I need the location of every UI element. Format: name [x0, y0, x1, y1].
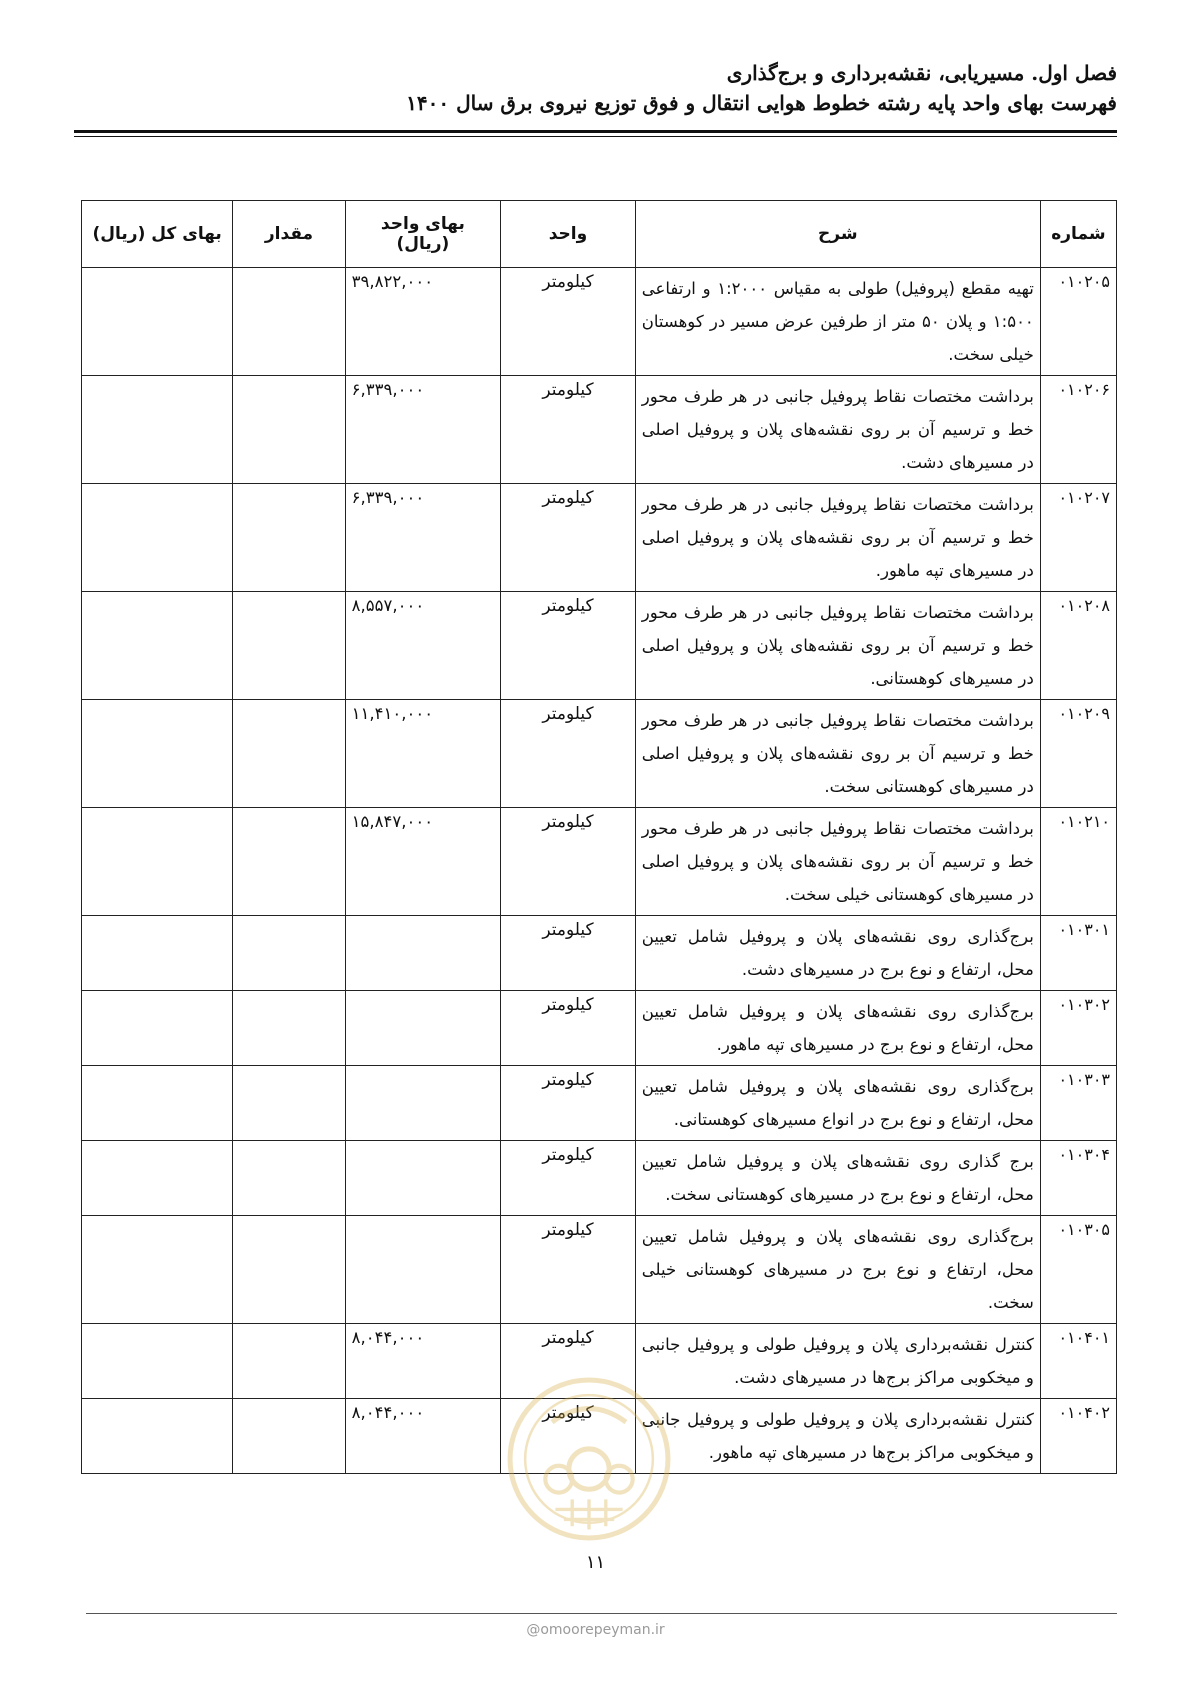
row-description: برج‌گذاری روی نقشه‌های پلان و پروفیل شامل تعیین محل، ارتفاع و نوع برج در مسیرهای تپه ماهور. [635, 991, 1040, 1066]
row-code: ۰۱۰۳۰۲ [1040, 991, 1116, 1066]
row-description: برداشت مختصات نقاط پروفیل جانبی در هر طرف محور خط و ترسیم آن بر روی نقشه‌های پلان و پروفیل اصلی در مسیرهای دشت. [635, 376, 1040, 484]
row-unit-price [345, 1216, 500, 1324]
row-quantity [233, 376, 345, 484]
row-total-price [82, 376, 233, 484]
table-row [82, 376, 1117, 484]
row-description: برداشت مختصات نقاط پروفیل جانبی در هر طرف محور خط و ترسیم آن بر روی نقشه‌های پلان و پروفیل اصلی در مسیرهای تپه ماهور. [635, 484, 1040, 592]
row-unit: کیلومتر [501, 1324, 636, 1399]
row-total-price [82, 1324, 233, 1399]
row-total-price [82, 1216, 233, 1324]
row-total-price [82, 808, 233, 916]
header-quantity: مقدار [233, 201, 345, 268]
row-description: برج‌گذاری روی نقشه‌های پلان و پروفیل شامل تعیین محل، ارتفاع و نوع برج در مسیرهای کوهستانی خیلی سخت. [635, 1216, 1040, 1324]
row-description: برج‌گذاری روی نقشه‌های پلان و پروفیل شامل تعیین محل، ارتفاع و نوع برج در مسیرهای دشت. [635, 916, 1040, 991]
row-unit: کیلومتر [501, 484, 636, 592]
row-total-price [82, 700, 233, 808]
header-number: شماره [1040, 201, 1116, 268]
row-total-price [82, 1141, 233, 1216]
row-unit: کیلومتر [501, 592, 636, 700]
row-code: ۰۱۰۳۰۴ [1040, 1141, 1116, 1216]
row-unit-price [345, 1066, 500, 1141]
table-row [82, 268, 1117, 376]
row-unit-price: ۳۹,۸۲۲,۰۰۰ [345, 268, 500, 376]
row-code: ۰۱۰۴۰۱ [1040, 1324, 1116, 1399]
table-row [82, 1399, 1117, 1474]
page-header [74, 58, 1117, 118]
row-description: برج گذاری روی نقشه‌های پلان و پروفیل شامل تعیین محل، ارتفاع و نوع برج در مسیرهای کوهستانی سخت. [635, 1141, 1040, 1216]
row-code: ۰۱۰۴۰۲ [1040, 1399, 1116, 1474]
table-row [82, 700, 1117, 808]
row-unit: کیلومتر [501, 808, 636, 916]
table-row [82, 916, 1117, 991]
page-number: ۱۱ [585, 1552, 606, 1573]
row-total-price [82, 991, 233, 1066]
row-quantity [233, 700, 345, 808]
row-description: برداشت مختصات نقاط پروفیل جانبی در هر طرف محور خط و ترسیم آن بر روی نقشه‌های پلان و پروفیل اصلی در مسیرهای کوهستانی سخت. [635, 700, 1040, 808]
row-unit: کیلومتر [501, 268, 636, 376]
row-code: ۰۱۰۳۰۵ [1040, 1216, 1116, 1324]
row-code: ۰۱۰۲۰۷ [1040, 484, 1116, 592]
row-description: کنترل نقشه‌برداری پلان و پروفیل طولی و پروفیل جانبی و میخکوبی مراکز برج‌ها در مسیرهای دشت. [635, 1324, 1040, 1399]
document-subtitle: فهرست بهای واحد پایه رشته خطوط هوایی انتقال و فوق توزیع نیروی برق سال ۱۴۰۰ [406, 91, 1117, 115]
site-watermark-text: @omoorepeyman.ir [526, 1622, 665, 1638]
row-description: کنترل نقشه‌برداری پلان و پروفیل طولی و پروفیل جانبی و میخکوبی مراکز برج‌ها در مسیرهای تپه ماهور. [635, 1399, 1040, 1474]
row-quantity [233, 484, 345, 592]
row-unit: کیلومتر [501, 376, 636, 484]
table-row [82, 592, 1117, 700]
row-unit: کیلومتر [501, 1141, 636, 1216]
row-unit: کیلومتر [501, 1399, 636, 1474]
row-total-price [82, 268, 233, 376]
row-quantity [233, 1324, 345, 1399]
table-row [82, 1216, 1117, 1324]
row-unit-price: ۸,۰۴۴,۰۰۰ [345, 1324, 500, 1399]
row-quantity [233, 268, 345, 376]
row-total-price [82, 1399, 233, 1474]
row-unit-price [345, 991, 500, 1066]
table-row [82, 1141, 1117, 1216]
table-row [82, 1066, 1117, 1141]
header-description: شرح [635, 201, 1040, 268]
row-quantity [233, 1141, 345, 1216]
row-unit-price: ۱۱,۴۱۰,۰۰۰ [345, 700, 500, 808]
table-body [82, 268, 1117, 1474]
chapter-title: فصل اول. مسیریابی، نقشه‌برداری و برج‌گذاری [726, 61, 1117, 85]
row-description: برداشت مختصات نقاط پروفیل جانبی در هر طرف محور خط و ترسیم آن بر روی نقشه‌های پلان و پروفیل اصلی در مسیرهای کوهستانی خیلی سخت. [635, 808, 1040, 916]
row-unit: کیلومتر [501, 1066, 636, 1141]
row-quantity [233, 1216, 345, 1324]
table-row [82, 808, 1117, 916]
row-total-price [82, 916, 233, 991]
header-rule-thick [74, 130, 1117, 133]
row-quantity [233, 808, 345, 916]
row-unit: کیلومتر [501, 700, 636, 808]
row-unit-price [345, 1141, 500, 1216]
row-code: ۰۱۰۳۰۳ [1040, 1066, 1116, 1141]
row-quantity [233, 991, 345, 1066]
row-unit: کیلومتر [501, 991, 636, 1066]
row-quantity [233, 592, 345, 700]
row-code: ۰۱۰۲۰۶ [1040, 376, 1116, 484]
row-code: ۰۱۰۳۰۱ [1040, 916, 1116, 991]
row-unit-price: ۸,۵۵۷,۰۰۰ [345, 592, 500, 700]
row-total-price [82, 1066, 233, 1141]
row-total-price [82, 484, 233, 592]
row-code: ۰۱۰۲۰۹ [1040, 700, 1116, 808]
price-list-table [81, 200, 1117, 1474]
header-rule-thin [74, 136, 1117, 137]
row-code: ۰۱۰۲۰۵ [1040, 268, 1116, 376]
header-unit-price: بهای واحد (ریال) [345, 201, 500, 268]
row-unit-price: ۶,۳۳۹,۰۰۰ [345, 376, 500, 484]
header-unit: واحد [501, 201, 636, 268]
row-unit-price: ۶,۳۳۹,۰۰۰ [345, 484, 500, 592]
row-quantity [233, 1066, 345, 1141]
row-unit: کیلومتر [501, 1216, 636, 1324]
table-row [82, 484, 1117, 592]
row-total-price [82, 592, 233, 700]
footer-rule [86, 1613, 1117, 1614]
row-unit-price [345, 916, 500, 991]
row-description: برداشت مختصات نقاط پروفیل جانبی در هر طرف محور خط و ترسیم آن بر روی نقشه‌های پلان و پروفیل اصلی در مسیرهای کوهستانی. [635, 592, 1040, 700]
row-quantity [233, 1399, 345, 1474]
header-total-price: بهای کل (ریال) [82, 201, 233, 268]
table-row [82, 991, 1117, 1066]
row-description: تهیه مقطع (پروفیل) طولی به مقیاس ۱:۲۰۰۰ و ارتفاعی ۱:۵۰۰ و پلان ۵۰ متر از طرفین عرض مسیر در کوهستان خیلی سخت. [635, 268, 1040, 376]
row-code: ۰۱۰۲۱۰ [1040, 808, 1116, 916]
row-description: برج‌گذاری روی نقشه‌های پلان و پروفیل شامل تعیین محل، ارتفاع و نوع برج در انواع مسیرهای کوهستانی. [635, 1066, 1040, 1141]
row-unit: کیلومتر [501, 916, 636, 991]
row-code: ۰۱۰۲۰۸ [1040, 592, 1116, 700]
row-unit-price: ۸,۰۴۴,۰۰۰ [345, 1399, 500, 1474]
table-row [82, 1324, 1117, 1399]
row-quantity [233, 916, 345, 991]
table-header-row [82, 201, 1117, 268]
row-unit-price: ۱۵,۸۴۷,۰۰۰ [345, 808, 500, 916]
